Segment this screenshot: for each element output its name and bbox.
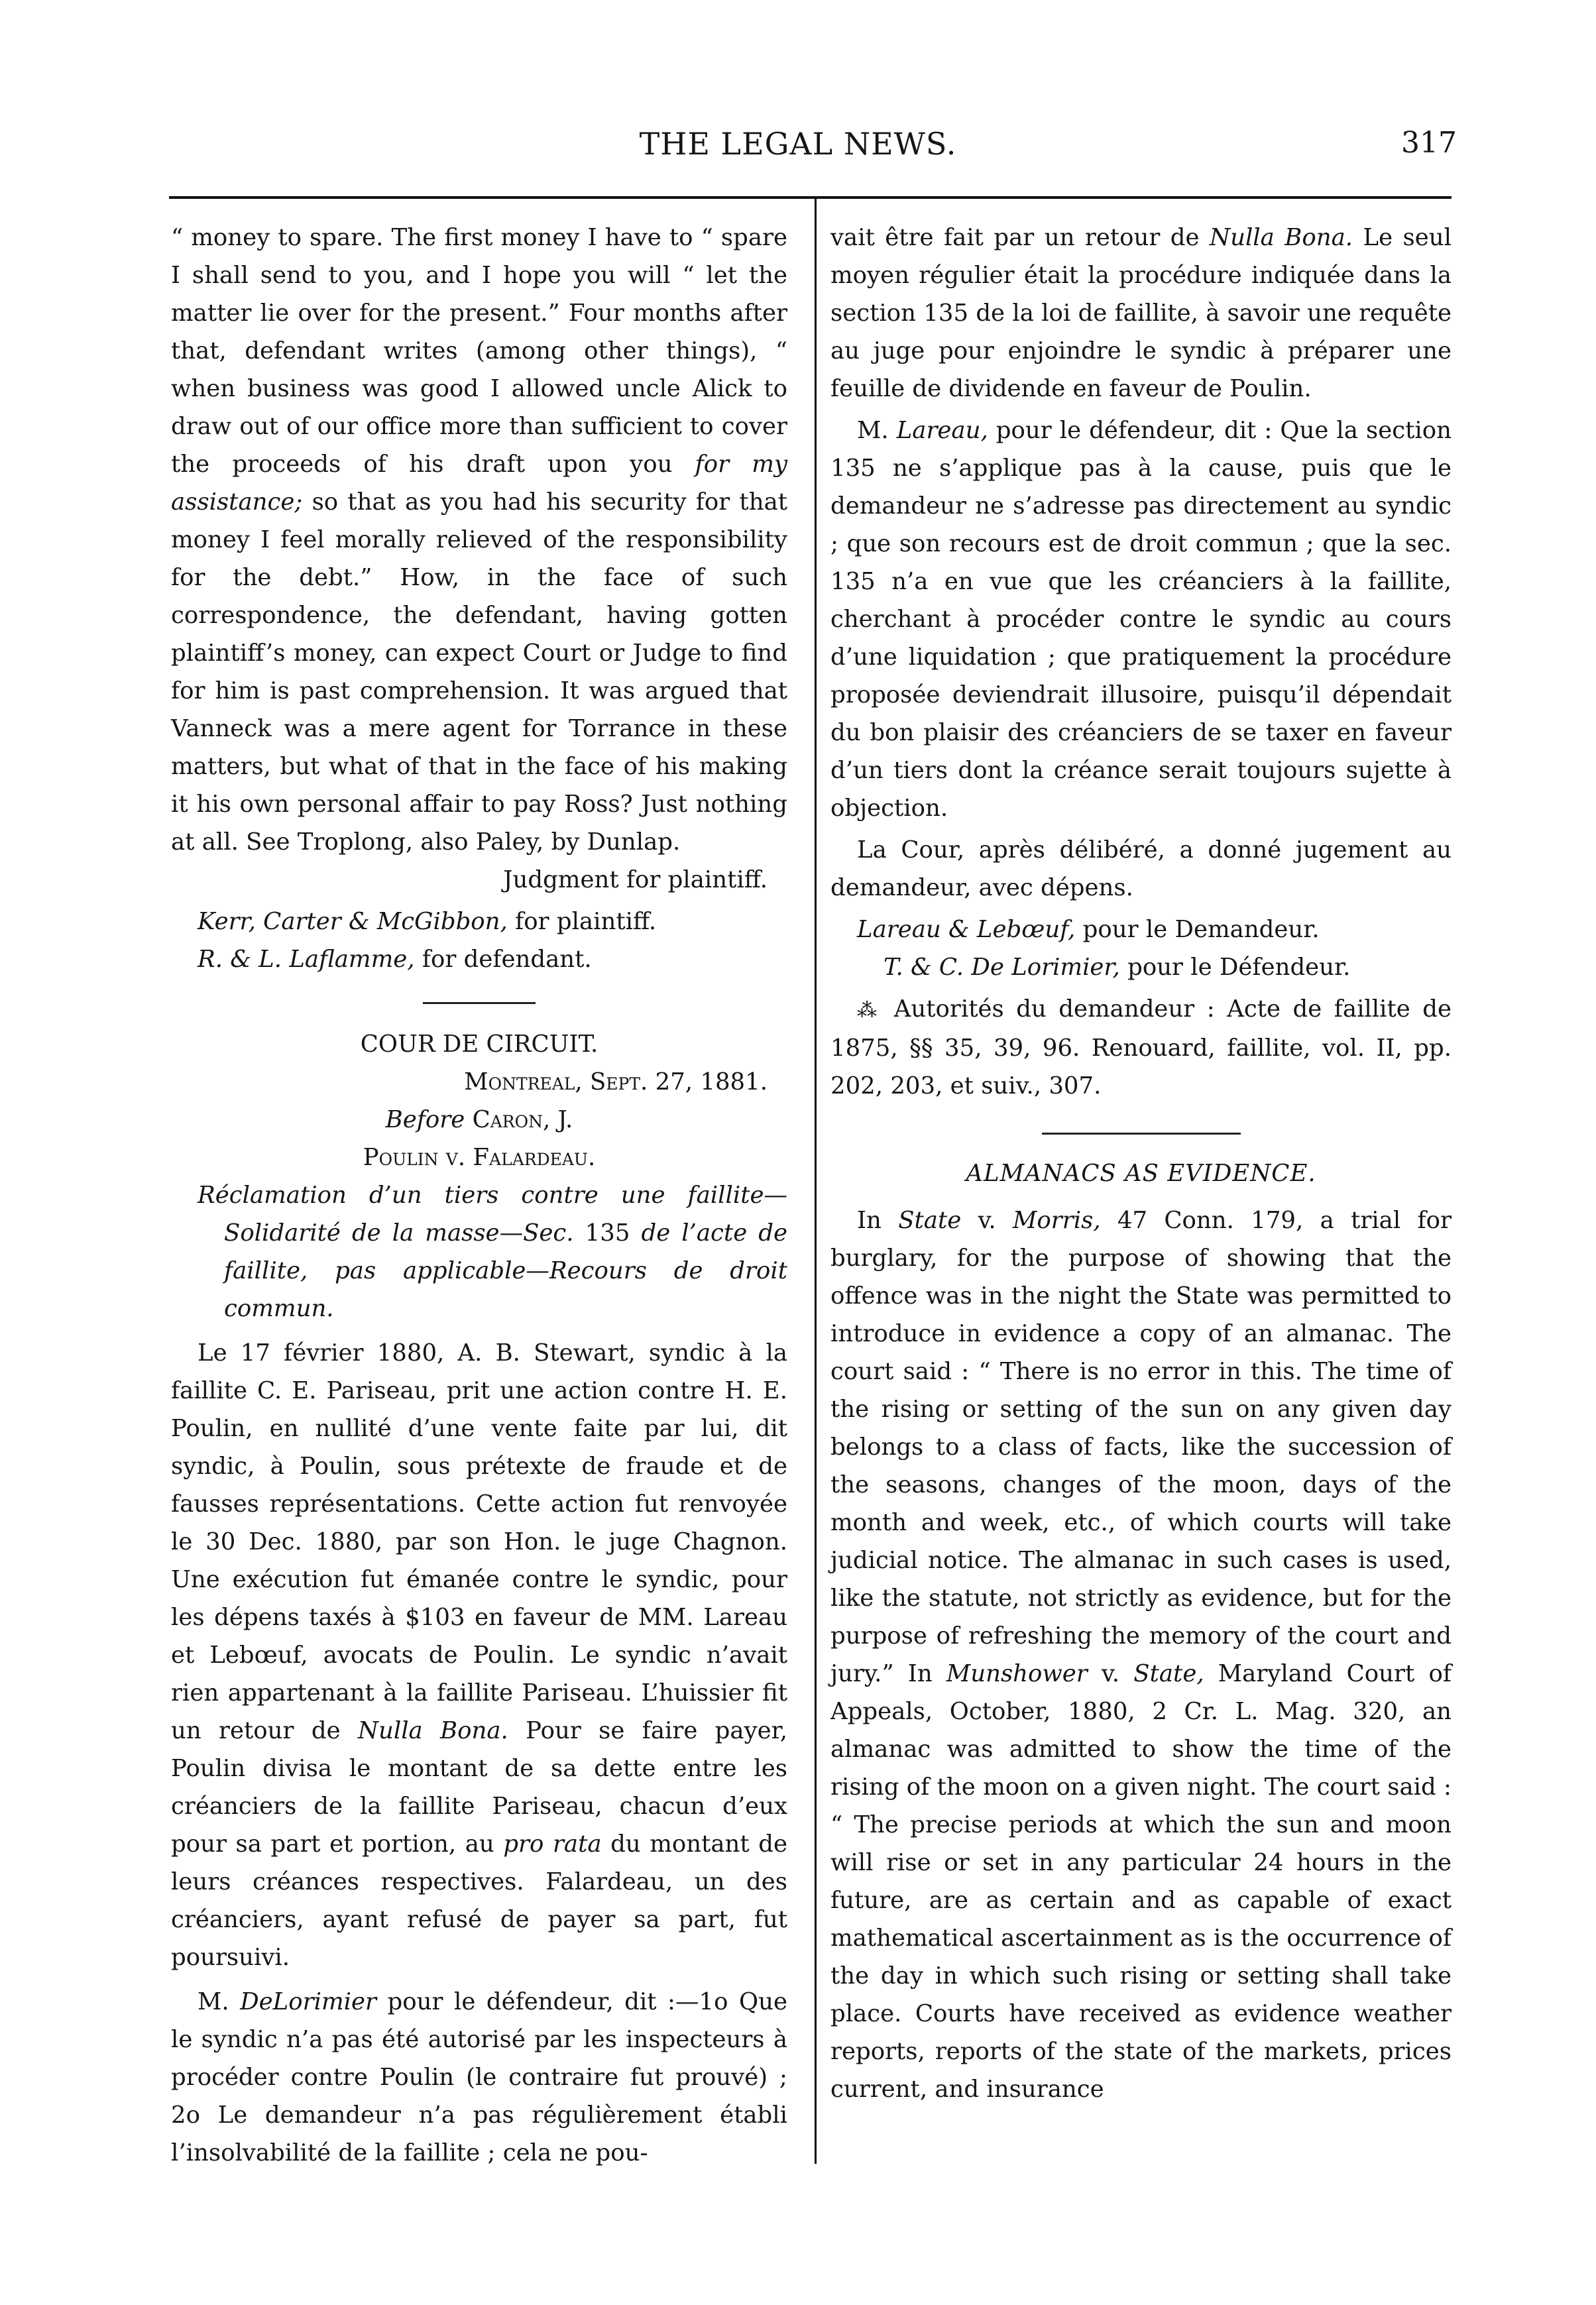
before-judge xyxy=(171,1101,787,1139)
text: v. xyxy=(1101,1660,1120,1687)
text: Le 17 février 1880, A. B. Stewart, syndic à la faillite C. E. Pariseau, prit une action contre H. E. Poulin, en nullité d’une vente faite par lui, dit syndic, à Poulin, sous prétexte de fraude et de fausses représentations. Cette action fut renvoyée le 30 Dec. 1880, par son Hon. le juge Chagnon. Une exécution fut émanée contre le syndic, pour les dépens taxés à $103 en faveur de MM. Lareau et Lebœuf, avocats de Poulin. Le syndic n’avait rien appartenant à la faillite Pariseau. L’huissier fit un retour de xyxy=(171,1339,787,1744)
italic-text: State xyxy=(898,1207,962,1234)
section-rule xyxy=(1042,1133,1241,1135)
text: 47 Conn. 179, a trial for burglary, for the purpose of showing that the offence was in the night the State was permitted to introduce in evidence a copy of an almanac. The court said : “ There is no error in this. The time of the rising or setting of the sun on any given day belongs to a class of facts, like the succession of the seasons, changes of the moon, days of the month and week, etc., of which courts will take judicial notice. The almanac in such cases is used, like the statute, not strictly as evidence, but for the purpose of refreshing the memory of the court and jury.” In xyxy=(830,1207,1452,1687)
counsel-defendeur xyxy=(830,948,1452,986)
paragraph xyxy=(171,1983,787,2172)
italic-text: DeLorimier xyxy=(240,1988,376,2015)
authorities xyxy=(830,990,1452,1105)
section-rule xyxy=(423,1002,536,1004)
counsel-names: T. & C. De Lorimier, xyxy=(883,954,1120,981)
court-heading: COUR DE CIRCUIT. xyxy=(360,1031,598,1058)
italic-text: pro rata xyxy=(503,1830,602,1858)
right-column xyxy=(830,219,1452,2108)
paragraph xyxy=(830,412,1452,827)
italic-text: Lareau, xyxy=(896,417,988,444)
running-title: THE LEGAL NEWS. xyxy=(639,126,957,162)
paragraph xyxy=(171,1334,787,1976)
counsel-names: R. & L. Laflamme, xyxy=(198,946,415,973)
italic-text: Morris, xyxy=(1013,1207,1101,1234)
italic-text: Nulla Bona. xyxy=(357,1717,508,1744)
text: Le seul moyen régulier était la procédure indiquée dans la section 135 de la loi de faillite, à savoir une requête au juge pour enjoindre le syndic à préparer une feuille de dividende en faveur de Poulin. xyxy=(830,224,1452,402)
counsel-names: Lareau & Lebœuf, xyxy=(857,916,1076,943)
paragraph xyxy=(830,219,1452,408)
italic-text: State, xyxy=(1133,1660,1204,1687)
text: pour le défendeur, dit :—1o Que le syndic n’a pas été autorisé par les inspecteurs à procéder contre Poulin (le contraire fut prouvé) ; 2o Le demandeur n’a pas régulièrement établi l’insolvabilité de la faillite ; cela ne pou- xyxy=(171,1988,787,2166)
place-date: Montreal, Sept. 27, 1881. xyxy=(464,1068,768,1096)
text: v. xyxy=(978,1207,996,1234)
text: so that as you had his security for that money I feel morally relieved of the responsibility for the debt.” How, in the face of such correspondence, the defendant, having gotten plaintiff’s money, can expect Court or Judge to find for him is past comprehension. It was argued that Vanneck was a mere agent for Torrance in these matters, but what of that in the face of his making it his own personal affair to pay Ross? Just nothing at all. See Troplong, also Paley, by Dunlap. xyxy=(171,488,787,856)
headnote-text: de l’acte de faillite, pas applicable—Recours de droit commun. xyxy=(224,1219,788,1322)
judgment-line: Judgment for plaintiff. xyxy=(503,866,768,893)
text: du montant de leurs créances respectives. Falardeau, un des créanciers, ayant refusé de payer sa part, fut poursuivi. xyxy=(171,1830,787,1971)
page-number: 317 xyxy=(1401,126,1457,160)
counsel-role: pour le Demandeur. xyxy=(1082,916,1320,943)
counsel-role: for defendant. xyxy=(422,946,592,973)
text: pour le défendeur, dit : Que la section 135 ne s’applique pas à la cause, puis que le demandeur ne s’adresse pas directement au syndic ; que son recours est de droit commun ; que la sec. 135 n’a en vue que les créanciers à la faillite, cherchant à procéder contre le syndic au cours d’une liquidation ; que pratiquement la procédure proposée deviendrait illusoire, puisqu’il dépendait du bon plaisir des créanciers de se taxer en faveur d’un tiers dont la créance serait toujours sujette à objection. xyxy=(830,417,1452,822)
paragraph xyxy=(830,1202,1452,2108)
text: vait être fait par un retour de xyxy=(830,224,1200,251)
column-divider xyxy=(815,199,817,2164)
counsel-defendant xyxy=(171,940,787,978)
paragraph xyxy=(171,219,787,861)
headnote xyxy=(171,1176,787,1327)
text: “ money to spare. The first money I have to “ spare I shall send to you, and I hope you will “ let the matter lie over for the present.” Four months after that, defendant writes (among other things), “ when business was good I allowed uncle Alick to draw out of our office more than sufficient to cover the proceeds of his draft upon you xyxy=(171,224,787,478)
header-rule xyxy=(169,196,1452,199)
italic-text: Munshower xyxy=(946,1660,1088,1687)
case-name: Poulin v. Falardeau. xyxy=(363,1144,596,1171)
asterism-icon: ⁂ xyxy=(857,999,882,1022)
counsel-role: pour le Défendeur. xyxy=(1127,954,1351,981)
counsel-names: Kerr, Carter & McGibbon, xyxy=(198,908,508,935)
text: M. xyxy=(198,1988,229,2015)
text: Pour se faire payer, Poulin divisa le montant de sa dette entre les créanciers de la faillite Pariseau, chacun d’eux pour sa part et portion, au xyxy=(171,1717,787,1858)
text: M. xyxy=(857,417,889,444)
left-column xyxy=(171,219,787,2172)
italic-text: Nulla Bona. xyxy=(1210,224,1353,251)
headnote-number: 135 xyxy=(585,1219,630,1247)
text: Maryland Court of Appeals, October, 1880, 2 Cr. L. Mag. 320, an almanac was admitted to show the time of the rising of the moon on a given night. The court said : “ The precise periods at which the sun and moon will rise or set in any particular 24 hours in the future, are as certain and as capable of exact mathematical ascertainment as is the occurrence of the day in which such rising or setting shall take place. Courts have received as evidence weather reports, reports of the state of the markets, prices current, and insurance xyxy=(830,1660,1452,2103)
counsel-role: for plaintiff. xyxy=(515,908,657,935)
headnote-text: Réclamation d’un tiers contre une faillite—Solidarité de la masse—Sec. xyxy=(198,1182,787,1247)
judge-name: Caron, J. xyxy=(472,1106,573,1133)
italic-text: for my assistance; xyxy=(171,451,787,516)
text: In xyxy=(857,1207,882,1234)
paragraph: La Cour, après délibéré, a donné jugement au demandeur, avec dépens. xyxy=(830,836,1452,901)
before-label: Before xyxy=(385,1106,465,1133)
text: Autorités du demandeur : Acte de faillite de 1875, §§ 35, 39, 96. Renouard, faillite, vol. II, pp. 202, 203, et suiv., 307. xyxy=(830,995,1452,1099)
article-heading: ALMANACS AS EVIDENCE. xyxy=(966,1160,1316,1187)
counsel-plaintiff xyxy=(171,903,787,940)
counsel-demandeur xyxy=(830,911,1452,948)
